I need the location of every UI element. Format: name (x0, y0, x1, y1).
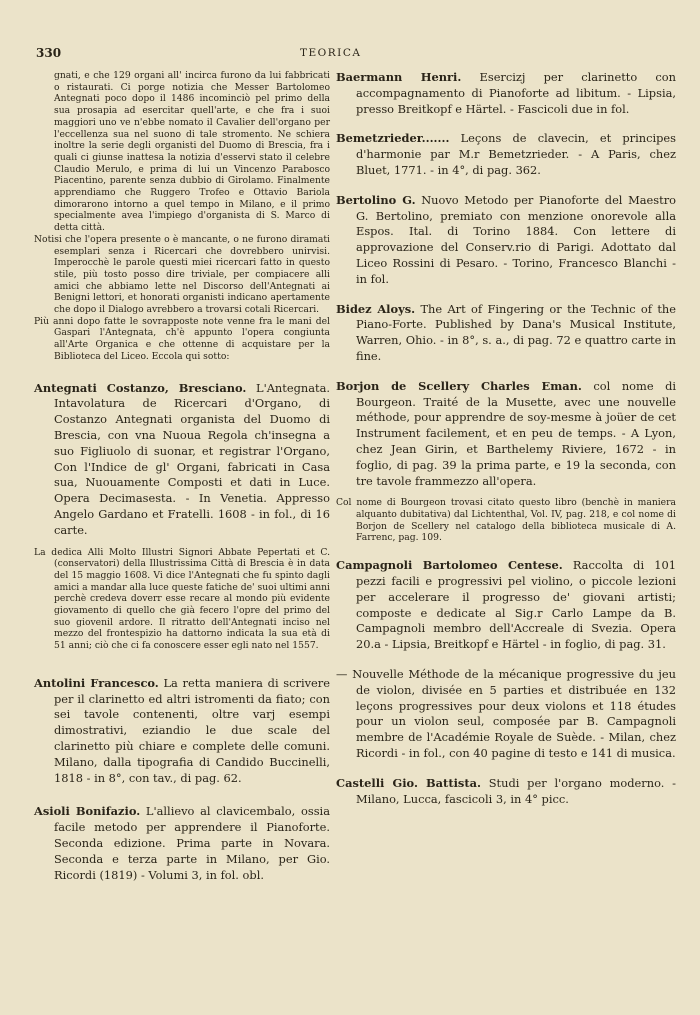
entry-text: L'Antegnata. Intavolatura de Ricercari d'Organo, di Costanzo Antegnati organista del Duomo di Brescia, con vna Nuoua Regola ch'insegna a suo Figliuolo di suonar, et registrar l'Organo, Con l'Indice de gl' Organi, fabricati in Casa sua, Nuouamente Composti et dati in Luce. Opera Decimasesta. - In Venetia. Appresso Angelo Gardano et Fratelli. 1608 - in fol., di 16 carte. (54, 380, 330, 537)
entry-note: Col nome di Bourgeon trovasi citato questo libro (benchè in maniera alquanto dubitativa) dal Lichtenthal, Vol. IV, pag. 218, e col nome di Borjon de Scellery nel catalogo della biblioteca musicale di A. Farrenc, pag. 109. (336, 497, 676, 544)
catalog-entry (336, 131, 676, 178)
entry-name: Baermann Henri. (336, 70, 462, 84)
entry-name: Bidez Aloys. (336, 301, 416, 316)
entry-note: La dedica Alli Molto Illustri Signori Abbate Pepertati et C. (conservatori) della Illustrissima Città di Brescia è in data del 15 maggio 1608. Vi dice l'Antegnati che fu spinto dagli amici a mandar alla luce queste fatiche de' suoi ultimi anni perchè credeva doverr esse recare al mondo più evidente giovamento di quello che già fecero l'opre del primo del suo giovenil ardore. Il ritratto dell'Antegnati inciso nel mezzo del frontespizio ha dattorno indicata la sua età di 51 anni; ciò che ci fa conoscere esser egli nato nel 1557. (34, 546, 330, 652)
entry-text: Studi per l'organo moderno. - Milano, Lucca, fascicoli 3, in 4° picc. (356, 775, 676, 806)
catalog-entry (336, 667, 676, 762)
entry-name: Bemetzrieder....... (336, 131, 450, 146)
entry-text: Raccolta di 101 pezzi facili e progressivi pel violino, o piccole lezioni per accelerare il progresso de' giovani artisti; composte e dedicate al Sig.r Carlo Lampe da B. Campagnoli membro dell'Accreale di Svezia. Opera 20.a - Lipsia, Breitkopf e Härtel - in foglio, di pag. 31. (356, 558, 676, 652)
catalog-entry (336, 776, 676, 808)
page-number: 330 (36, 46, 62, 60)
catalog-entry (336, 70, 676, 117)
entry-name: Asioli Bonifazio. (34, 804, 141, 819)
entry-text: La retta maniera di scrivere per il clarinetto ed altri istromenti da fiato; con sei tavole contenenti, oltre varj esempi dimostrativi, eziandio le due scale del clarinetto più chiare e complete delle comuni. Milano, dalla tipografia di Candido Buccinelli, 1818 - in 8°, con tav., di pag. 62. (54, 675, 330, 785)
catalog-entry (336, 302, 676, 365)
entry-text: Leçons de clavecin, et principes d'harmonie par M.r Bemetzrieder. - A Paris, chez Bluet, 1771. - in 4°, di pag. 362. (356, 131, 676, 177)
left-column (34, 70, 330, 883)
note-paragraph: Più anni dopo fatte le sovrapposte note venne fra le mani del Gaspari l'Antegnata, ch'è appunto l'opera congiunta all'Arte Organica e che ottenne di acquistare per la Biblioteca del Liceo. Eccola qui sotto: (34, 315, 330, 362)
running-head: TEORICA (300, 47, 362, 59)
catalog-entry (34, 804, 330, 883)
entry-name: Antegnati Costanzo, Bresciano. (34, 380, 247, 395)
entry-name: Castelli Gio. Battista. (336, 775, 481, 790)
entry-text: L'allievo al clavicembalo, ossia facile metodo per apprendere il Pianoforte. Seconda edizione. Prima parte in Novara. Seconda e terza parte in Milano, per Gio. Ricordi (1819) - Volumi 3, in fol. obl. (54, 804, 330, 882)
entry-name: Borjon de Scellery Charles Eman. (336, 378, 582, 393)
catalog-entry (336, 193, 676, 288)
entry-text: The Art of Fingering or the Technic of the Piano-Forte. Published by Dana's Musical Institute, Warren, Ohio. - in 8°, s. a., di pag. 72 e quattro carte in fine. (356, 301, 676, 363)
entry-text: col nome di Bourgeon. Traité de la Musette, avec une nouvelle méthode, pour apprendre de soy-mesme à joüer de cet Instrument facilement, et en peu de temps. - A Lyon, chez Jean Girin, et Barthelemy Riviere, 1672 - in foglio, di pag. 39 la prima parte, e 19 la seconda, con tre tavole frammezzo all'opera. (356, 378, 677, 488)
catalog-entry (34, 381, 330, 539)
entry-name: Antolini Francesco. (34, 675, 159, 690)
catalog-entry (336, 379, 676, 490)
note-paragraph: Notisi che l'opera presente o è mancante, o ne furono diramati esemplari senza i Ricercari che dovrebbero unirvisi. Imperocchè le parole questi miei ricercari fatto in questo stile, più tosto posso dire triviale, per compiacere alli amici che abbiamo lette nel Discorso dell'Antegnati ai Benigni lettori, et honorati organisti indicano apertamente che dopo il Dialogo avrebbero a trovarsi cotali Ricercari. (34, 233, 330, 316)
right-column (336, 70, 676, 807)
catalog-entry (336, 558, 676, 653)
entry-text: Nuovo Metodo per Pianoforte del Maestro G. Bertolino, premiato con menzione onorevole alla Espos. Ital. di Torino 1884. Con lettere di approvazione del Conserv.rio di Parigi. Adottato dal Liceo Rossini di Pesaro. - Torino, Francesco Blanchi - in fol. (356, 192, 677, 286)
catalog-entry (34, 676, 330, 787)
entry-text: — Nouvelle Méthode de la mécanique progressive du jeu de violon, divisée en 5 parties et distribuée en 132 leçons progressives pour deux violons et 118 études pour un violon seul, composée par B. Campagnoli membre de l'Académie Royale de Suède. - Milan, chez Ricordi - in fol., con 40 pagine di testo e 141 di musica. (336, 666, 676, 760)
entry-name: Campagnoli Bartolomeo Centese. (336, 558, 563, 573)
entry-name: Bertolino G. (336, 192, 416, 207)
paragraph-continuation: gnati, e che 129 organi all' incirca furono da lui fabbricati o ristaurati. Ci porge notizia che Messer Bartolomeo Antegnati poco dopo il 1486 incominciò pel primo della sua prosapia ad esercitar quell'arte, e che fra i suoi maggiori uno ve n'ebbe nomato il Cavalier dell'organo per l'eccellenza sua nel suono di tale stromento. Ne schiera inoltre la serie degli organisti del Duomo di Brescia, fra i quali ci giunse inattesa la notizia d'esservi stato il celebre Claudio Merulo, e prima di lui un Vincenzo Parabosco Piacentino, parente senza dubbio di Girolamo. Finalmente apprendiamo che Ruggero Trofeo e Ottavio Bariola dimorarono intorno a quel tempo in Milano, e il primo specialmente avea l'impiego d'organista di S. Marco di detta città. (54, 70, 330, 234)
entry-text: Esercizj per clarinetto con accompagnamento di Pianoforte ad libitum. - Lipsia, presso Breitkopf e Härtel. - Fascicoli due in fol. (356, 70, 676, 116)
